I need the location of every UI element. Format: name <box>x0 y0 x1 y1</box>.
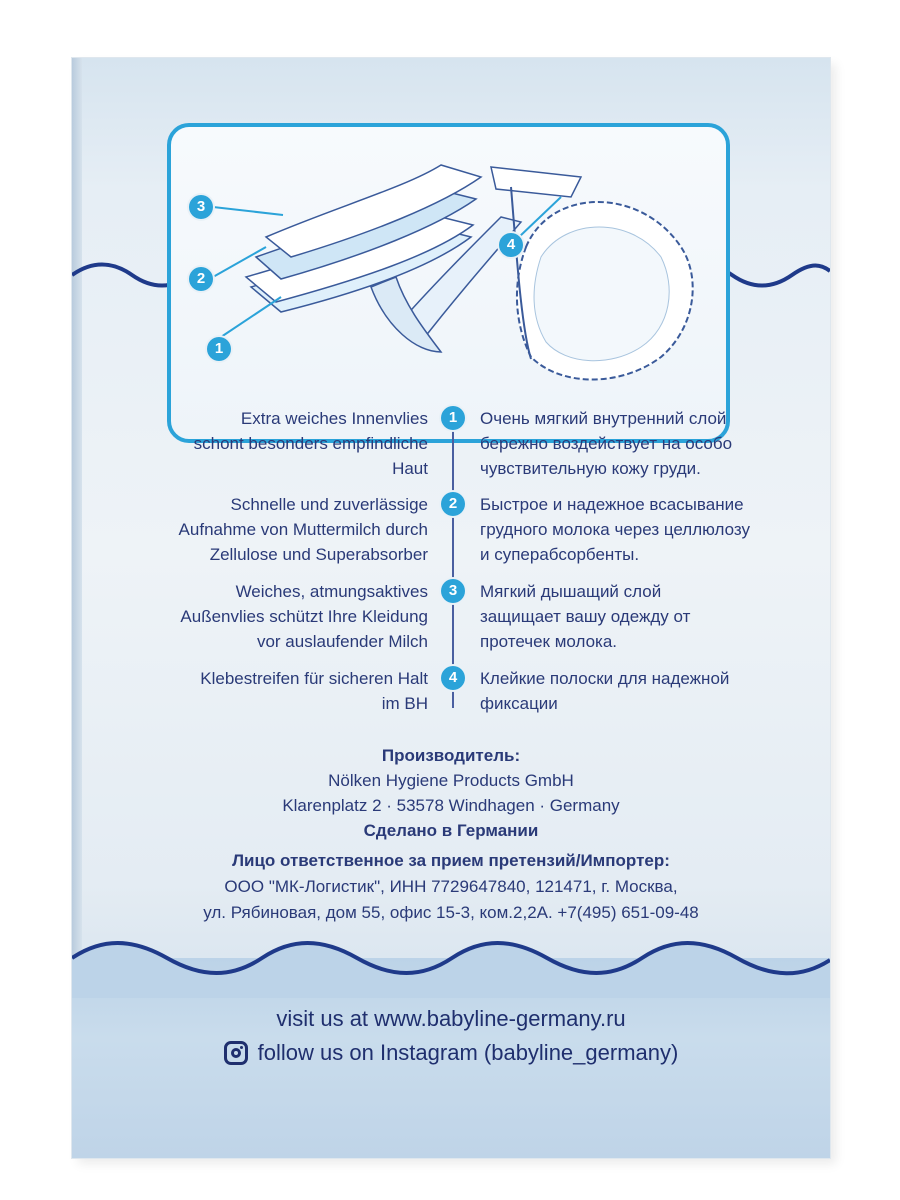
feature-4-de: Klebestreifen für sicheren Halt im BH <box>200 669 428 713</box>
importer-line-1: ООО "МК-Логистик", ИНН 7729647840, 121471, г. Москва, <box>224 877 678 896</box>
bottom-wave <box>72 918 830 998</box>
feature-3-ru: Мягкий дышащий слой защищает вашу одежду от протечек молока. <box>480 582 691 651</box>
feature-divider <box>452 408 454 708</box>
manufacturer-name: Nölken Hygiene Products GmbH <box>328 771 574 790</box>
made-in: Сделано в Германии <box>363 821 539 840</box>
manufacturer-label: Производитель: <box>381 746 521 765</box>
website-text: visit us at www.babyline-germany.ru <box>276 1006 626 1031</box>
importer-label: Лицо ответственное за прием претензий/Импортер: <box>232 851 670 870</box>
manufacturer-block <box>72 743 830 843</box>
callout-2: 2 <box>189 267 213 291</box>
feature-2-de: Schnelle und zuverlässige Aufnahme von Muttermilch durch Zellulose und Superabsorber <box>178 495 428 564</box>
feature-3-number: 3 <box>441 579 465 603</box>
product-diagram <box>167 123 730 443</box>
feature-1-ru: Очень мягкий внутренний слой бережно воздействует на особо чувствительную кожу груди. <box>480 409 733 478</box>
package-panel <box>72 58 830 1158</box>
callout-4: 4 <box>499 233 523 257</box>
importer-line-2: ул. Рябиновая, дом 55, офис 15-3, ком.2,2А. +7(495) 651-09-48 <box>203 903 699 922</box>
instagram-line <box>72 1040 830 1066</box>
feature-1-number: 1 <box>441 406 465 430</box>
instagram-icon <box>224 1041 248 1065</box>
breast-pad-illustration <box>171 127 726 439</box>
importer-block <box>72 848 830 926</box>
feature-4-number: 4 <box>441 666 465 690</box>
callout-1: 1 <box>207 337 231 361</box>
feature-1-de: Extra weiches Innenvlies schont besonders empfindliche Haut <box>193 409 428 478</box>
feature-4-ru: Клейкие полоски для надежной фиксации <box>480 669 730 713</box>
feature-3-de: Weiches, atmungsaktives Außenvlies schützt Ihre Kleidung vor auslaufender Milch <box>180 582 428 651</box>
manufacturer-address: Klarenplatz 2 · 53578 Windhagen · Germany <box>282 796 620 815</box>
pad-dome <box>491 167 693 380</box>
feature-2-number: 2 <box>441 492 465 516</box>
callout-3: 3 <box>189 195 213 219</box>
feature-2-ru: Быстрое и надежное всасывание грудного молока через целлюлозу и суперабсорбенты. <box>480 495 750 564</box>
instagram-text: follow us on Instagram (babyline_germany) <box>257 1040 679 1065</box>
